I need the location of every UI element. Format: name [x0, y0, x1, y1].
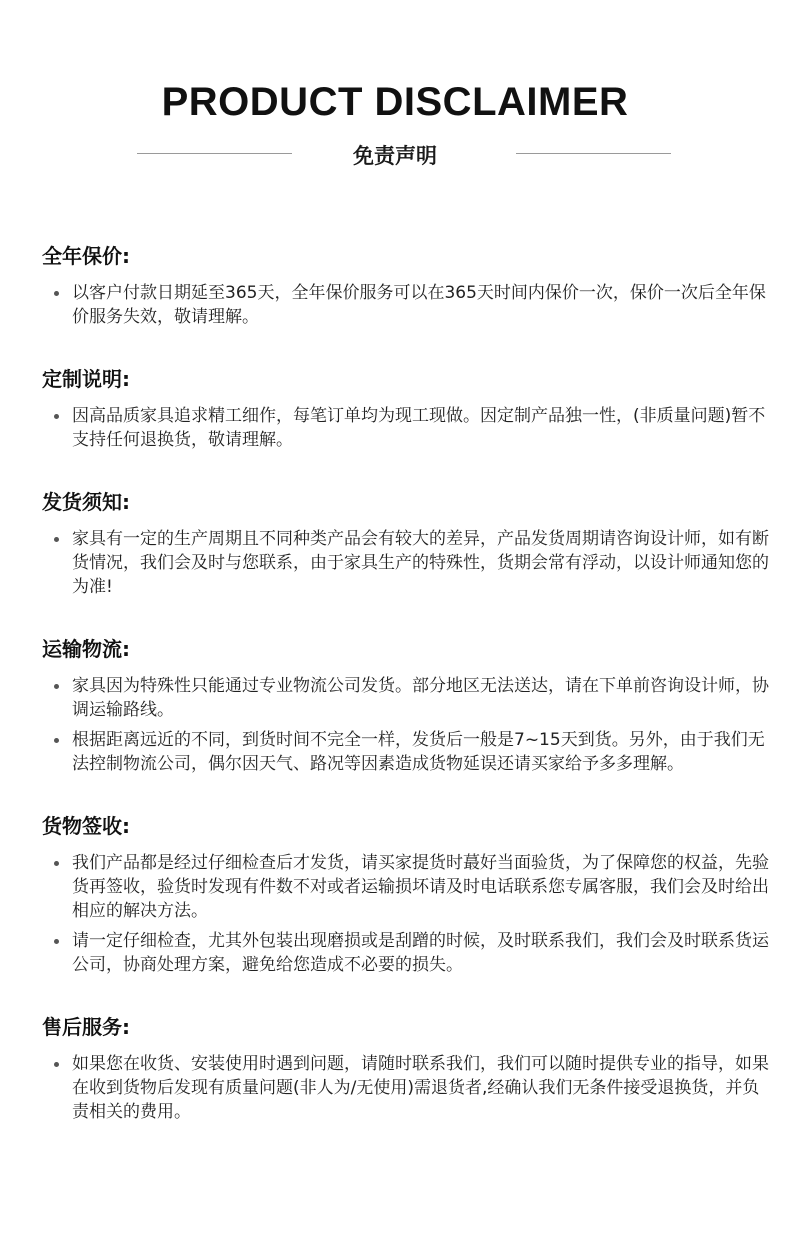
divider-right — [516, 153, 671, 154]
section-list — [42, 851, 772, 977]
section-heading: 全年保价: — [42, 244, 130, 268]
list-item — [42, 281, 772, 329]
disclaimer-sections — [42, 240, 772, 1158]
list-item-text: 请一定仔细检查，尤其外包装出现磨损或是刮蹭的时候，及时联系我们，我们会及时联系货运公司，协商处理方案，避免给您造成不必要的损失。 — [72, 931, 769, 975]
page-subtitle: 免责声明 — [353, 144, 437, 168]
section-after-sales — [42, 1011, 772, 1124]
bullet-icon — [54, 738, 59, 743]
list-item-text: 根据距离远近的不同，到货时间不完全一样，发货后一般是7~15天到货。另外，由于我们无法控制物流公司，偶尔因天气、路况等因素造成货物延误还请买家给予多多理解。 — [72, 730, 765, 774]
section-heading: 售后服务: — [42, 1015, 130, 1039]
section-heading: 发货须知: — [42, 490, 130, 514]
bullet-icon — [54, 861, 59, 866]
page-title: PRODUCT DISCLAIMER — [161, 80, 629, 124]
section-heading: 定制说明: — [42, 367, 130, 391]
list-item-text: 因高品质家具追求精工细作，每笔订单均为现工现做。因定制产品独一性，(非质量问题)暂不支持任何退换货，敬请理解。 — [72, 406, 766, 450]
bullet-icon — [54, 1062, 59, 1067]
section-receipt — [42, 810, 772, 977]
section-customization — [42, 363, 772, 452]
list-item — [42, 404, 772, 452]
section-list — [42, 527, 772, 599]
subtitle-row — [0, 136, 790, 170]
list-item — [42, 728, 772, 776]
list-item-text: 以客户付款日期延至365天，全年保价服务可以在365天时间内保价一次，保价一次后全年保价服务失效，敬请理解。 — [72, 283, 766, 327]
list-item — [42, 527, 772, 599]
section-list — [42, 281, 772, 329]
bullet-icon — [54, 684, 59, 689]
section-price-protection — [42, 240, 772, 329]
list-item-text: 我们产品都是经过仔细检查后才发货，请买家提货时蕞好当面验货，为了保障您的权益，先验货再签收，验货时发现有件数不对或者运输损坏请及时电话联系您专属客服，我们会及时给出相应的解决方法。 — [72, 853, 769, 921]
bullet-icon — [54, 537, 59, 542]
bullet-icon — [54, 939, 59, 944]
section-list — [42, 674, 772, 776]
section-heading: 运输物流: — [42, 637, 130, 661]
section-list — [42, 1052, 772, 1124]
list-item — [42, 1052, 772, 1124]
list-item-text: 家具有一定的生产周期且不同种类产品会有较大的差异，产品发货周期请咨询设计师，如有断货情况，我们会及时与您联系，由于家具生产的特殊性，货期会常有浮动，以设计师通知您的为准! — [72, 529, 769, 597]
list-item-text: 家具因为特殊性只能通过专业物流公司发货。部分地区无法送达，请在下单前咨询设计师，协调运输路线。 — [72, 676, 769, 720]
section-shipping-notice — [42, 486, 772, 599]
section-heading: 货物签收: — [42, 814, 130, 838]
bullet-icon — [54, 414, 59, 419]
list-item — [42, 929, 772, 977]
bullet-icon — [54, 291, 59, 296]
section-list — [42, 404, 772, 452]
list-item-text: 如果您在收货、安装使用时遇到问题，请随时联系我们，我们可以随时提供专业的指导，如果在收到货物后发现有质量问题(非人为/无使用)需退货者,经确认我们无条件接受退换货，并负责相关的费用。 — [72, 1054, 769, 1122]
list-item — [42, 674, 772, 722]
section-logistics — [42, 633, 772, 776]
list-item — [42, 851, 772, 923]
